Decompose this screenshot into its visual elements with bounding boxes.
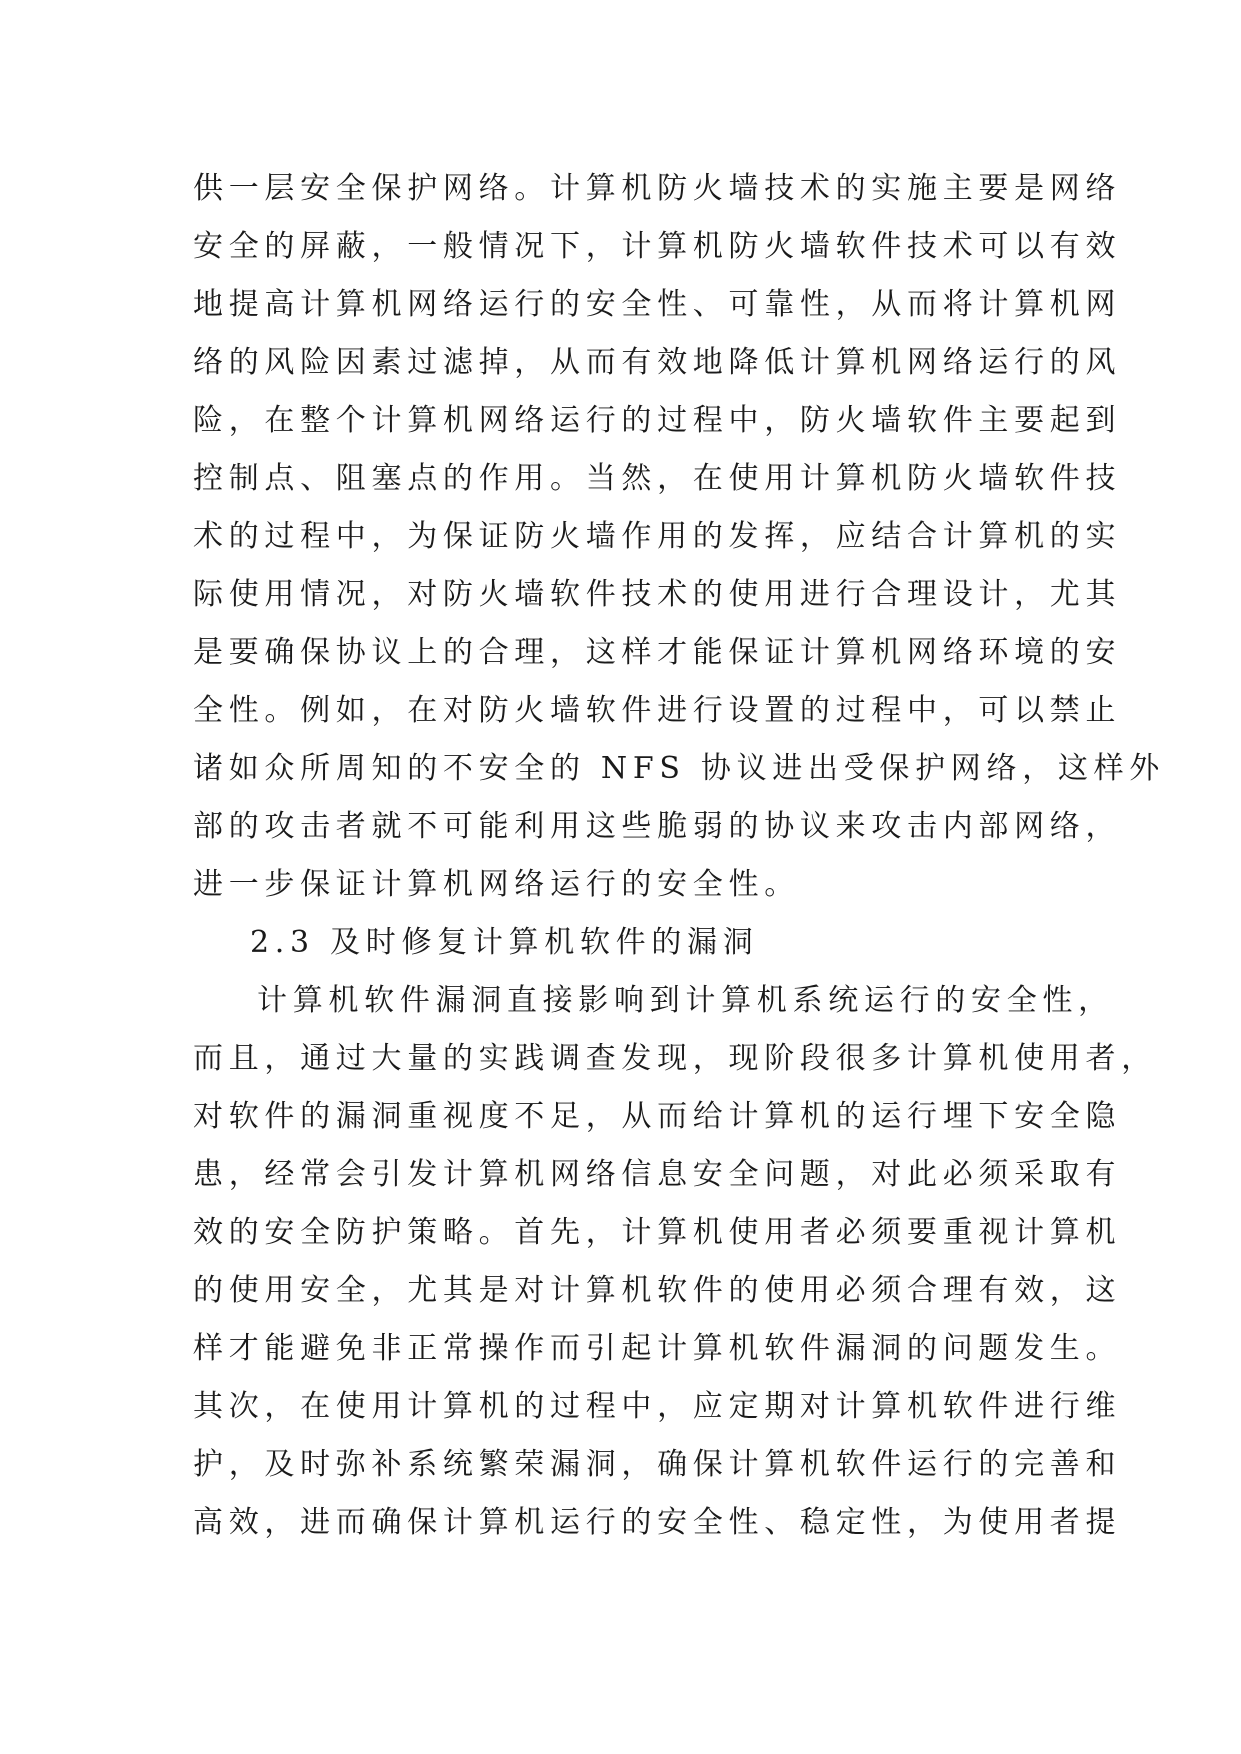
text-line: 样才能避免非正常操作而引起计算机软件漏洞的问题发生。 xyxy=(193,1331,1122,1366)
section-paragraph xyxy=(193,972,1157,1552)
text-line: 进一步保证计算机网络运行的安全性。 xyxy=(193,867,800,902)
text-line: 而且，通过大量的实践调查发现，现阶段很多计算机使用者， xyxy=(193,1041,1157,1076)
text-line: 供一层安全保护网络。计算机防火墙技术的实施主要是网络 xyxy=(193,171,1122,206)
text-line: 的使用安全，尤其是对计算机软件的使用必须合理有效，这 xyxy=(193,1273,1122,1308)
text-line: 术的过程中，为保证防火墙作用的发挥，应结合计算机的实 xyxy=(193,519,1122,554)
text-line: 络的风险因素过滤掉，从而有效地降低计算机网络运行的风 xyxy=(193,345,1122,380)
text-line: 其次，在使用计算机的过程中，应定期对计算机软件进行维 xyxy=(193,1389,1122,1424)
text-line: 诸如众所周知的不安全的 NFS 协议进出受保护网络，这样外 xyxy=(193,751,1165,786)
text-line: 地提高计算机网络运行的安全性、可靠性，从而将计算机网 xyxy=(193,287,1122,322)
text-line: 是要确保协议上的合理，这样才能保证计算机网络环境的安 xyxy=(193,635,1122,670)
text-line: 际使用情况，对防火墙软件技术的使用进行合理设计，尤其 xyxy=(193,577,1122,612)
text-line: 护，及时弥补系统繁荣漏洞，确保计算机软件运行的完善和 xyxy=(193,1447,1122,1482)
text-line: 控制点、阻塞点的作用。当然，在使用计算机防火墙软件技 xyxy=(193,461,1122,496)
text-line: 部的攻击者就不可能利用这些脆弱的协议来攻击内部网络， xyxy=(193,809,1122,844)
paragraph-continued xyxy=(193,160,1165,914)
text-line: 险，在整个计算机网络运行的过程中，防火墙软件主要起到 xyxy=(193,403,1122,438)
section-heading: 2.3 及时修复计算机软件的漏洞 xyxy=(250,925,759,960)
text-line: 高效，进而确保计算机运行的安全性、稳定性，为使用者提 xyxy=(193,1505,1122,1540)
text-line: 计算机软件漏洞直接影响到计算机系统运行的安全性， xyxy=(257,983,1114,1018)
text-line: 安全的屏蔽，一般情况下，计算机防火墙软件技术可以有效 xyxy=(193,229,1122,264)
text-line: 全性。例如，在对防火墙软件进行设置的过程中，可以禁止 xyxy=(193,693,1122,728)
text-line: 患，经常会引发计算机网络信息安全问题，对此必须采取有 xyxy=(193,1157,1122,1192)
text-line: 效的安全防护策略。首先，计算机使用者必须要重视计算机 xyxy=(193,1215,1122,1250)
text-line: 对软件的漏洞重视度不足，从而给计算机的运行埋下安全隐 xyxy=(193,1099,1122,1134)
